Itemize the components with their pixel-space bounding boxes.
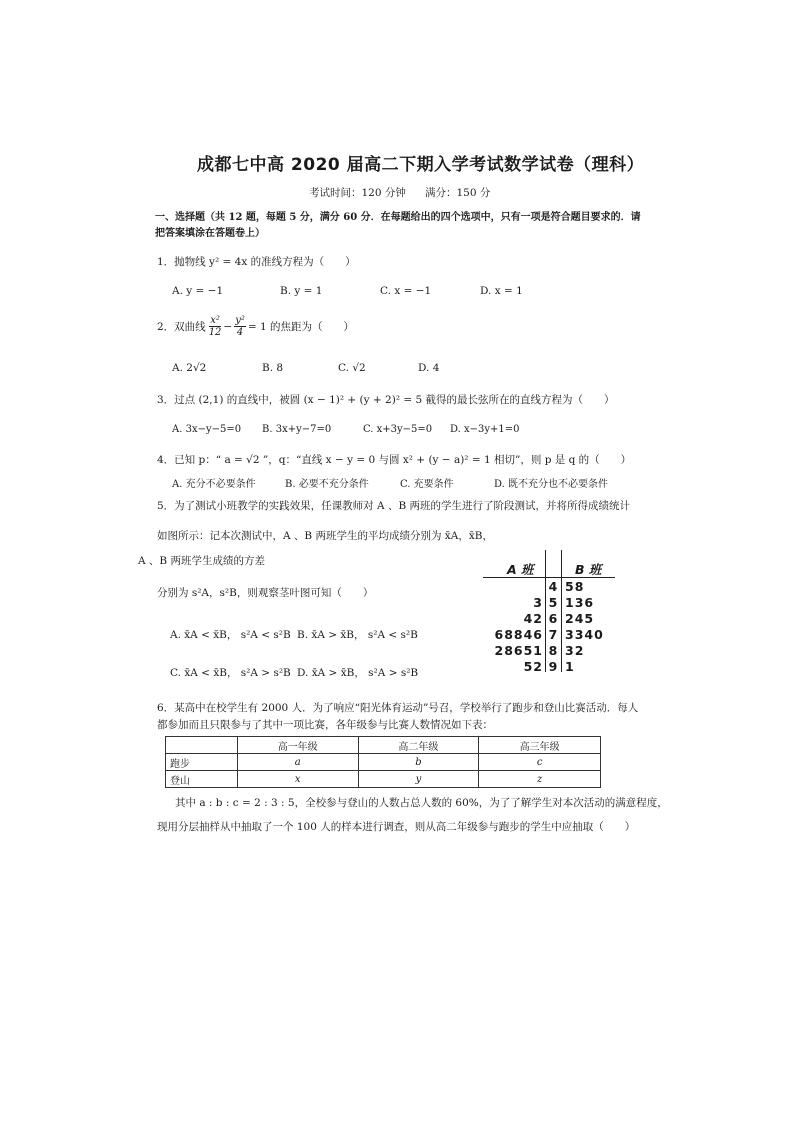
q4-option-a: A. 充分不必要条件 xyxy=(172,479,256,490)
q4-option-b: B. 必要不充分条件 xyxy=(285,479,369,490)
exam-time: 考试时间：120 分钟 xyxy=(309,187,406,199)
q3-option-d: D. x−3y+1=0 xyxy=(450,424,520,435)
stemleaf-stem: 7 xyxy=(548,627,558,642)
stemleaf-left-leaves: 68846 xyxy=(494,627,543,642)
q4-stem: 4．已知 p：“ a = √2 ”，q：“直线 x − y = 0 与圆 x² + (y − a)² = 1 相切”，则 p 是 q 的（ ） xyxy=(157,454,632,466)
q3-stem: 3．过点 (2,1) 的直线中，被圆 (x − 1)² + (y + 2)² = 5 截得的最长弦所在的直线方程为（ ） xyxy=(157,394,615,406)
q4-option-d: D. 既不充分也不必要条件 xyxy=(494,479,609,490)
q6-line4: 现用分层抽样从中抽取了一个 100 人的样本进行调查，则从高二年级参与跑步的学生中应抽取（ ） xyxy=(157,821,636,833)
section-heading-line2: 把答案填涂在答题卷上） xyxy=(155,228,265,239)
stem-leaf-plot xyxy=(483,560,623,675)
stemleaf-left-header: A 班 xyxy=(507,562,534,577)
q2-prefix: 2．双曲线 xyxy=(157,321,206,333)
stemleaf-right-header: B 班 xyxy=(575,562,602,577)
stemleaf-row xyxy=(483,659,623,675)
section-heading-line1: 一、选择题（共 12 题，每题 5 分，满分 60 分．在每题给出的四个选项中，只有一项是符合题目要求的．请 xyxy=(155,212,641,223)
q2-option-d: D. 4 xyxy=(418,362,440,374)
stemleaf-left-leaves: 3 xyxy=(533,595,543,610)
q2-stem: 2．双曲线 $\frac{\text{x²}}{12}$ − $\frac{\text{y²}}{4}$ = 1 的焦距为（ ） xyxy=(157,315,355,338)
stemleaf-row xyxy=(483,611,623,627)
table-cell: x xyxy=(237,771,358,788)
page-title: 成都七中高 2020 届高二下期入学考试数学试卷（理科） xyxy=(197,155,645,175)
q3-option-a: A. 3x−y−5=0 xyxy=(172,424,242,435)
q1-option-d: D. x = 1 xyxy=(480,285,523,297)
q5-option-b: B. x̄A > x̄B， s²A < s²B xyxy=(297,629,418,641)
table-cell: b xyxy=(358,754,479,771)
stemleaf-right-leaves: 3340 xyxy=(565,627,604,642)
q2-option-a: A. 2√2 xyxy=(172,362,207,374)
table-cell: a xyxy=(237,754,358,771)
stemleaf-row xyxy=(483,643,623,659)
q3-option-c: C. x+3y−5=0 xyxy=(363,424,433,435)
q1-stem: 1．抛物线 y² = 4x 的准线方程为（ ） xyxy=(157,256,356,268)
table-cell: c xyxy=(479,754,601,771)
stemleaf-row xyxy=(483,595,623,611)
q2-option-c: C. √2 xyxy=(338,362,366,374)
grade-table xyxy=(165,736,601,788)
stemleaf-stem: 6 xyxy=(548,611,558,626)
table-header-cell: 高一年级 xyxy=(237,737,358,754)
q2-frac2-num: y² xyxy=(235,315,245,326)
q5-line4: 分别为 s²A，s²B，则观察茎叶图可知（ ） xyxy=(157,587,374,599)
stemleaf-stem: 8 xyxy=(548,643,558,658)
q3-option-b: B. 3x+y−7=0 xyxy=(262,424,332,435)
q2-fraction-x xyxy=(209,315,222,338)
q5-option-c: C. x̄A < x̄B， s²A > s²B xyxy=(170,667,291,679)
table-header-cell xyxy=(166,737,238,754)
stemleaf-row xyxy=(483,627,623,643)
table-cell: y xyxy=(358,771,479,788)
table-header-row xyxy=(166,737,601,754)
stemleaf-stem: 4 xyxy=(548,579,558,594)
q6-line2: 都参加而且只限参与了其中一项比赛，各年级参与比赛人数情况如下表： xyxy=(157,719,493,731)
table-cell: 跑步 xyxy=(166,754,238,771)
q2-frac2-den: 4 xyxy=(236,327,244,338)
stemleaf-right-leaves: 1 xyxy=(565,659,575,674)
stemleaf-right-leaves: 32 xyxy=(565,643,585,658)
q2-option-b: B. 8 xyxy=(262,362,284,374)
stemleaf-top-rule xyxy=(483,577,615,578)
table-header-cell: 高二年级 xyxy=(358,737,479,754)
stemleaf-left-leaves: 52 xyxy=(523,659,543,674)
table-header-cell: 高三年级 xyxy=(479,737,601,754)
q2-suffix: = 1 的焦距为（ ） xyxy=(247,321,355,333)
q5-option-d: D. x̄A > x̄B， s²A > s²B xyxy=(297,667,419,679)
stemleaf-stem: 9 xyxy=(548,659,558,674)
stemleaf-stem: 5 xyxy=(548,595,558,610)
table-row xyxy=(166,754,601,771)
q6-line3: 其中 a : b : c = 2 : 3 : 5，全校参与登山的人数占总人数的 60%，为了了解学生对本次活动的满意程度， xyxy=(175,797,668,809)
stemleaf-left-leaves: 28651 xyxy=(494,643,543,658)
q5-option-a: A. x̄A < x̄B， s²A < s²B xyxy=(170,629,291,641)
q5-line3: A 、B 两班学生成绩的方差 xyxy=(138,555,265,567)
stemleaf-right-leaves: 58 xyxy=(565,579,585,594)
q2-frac1-num: x² xyxy=(210,315,220,326)
table-row xyxy=(166,771,601,788)
full-score: 满分：150 分 xyxy=(425,187,491,199)
q5-line1: 5．为了测试小班教学的实践效果，任课教师对 A 、B 两班的学生进行了阶段测试，并将所得成绩统计 xyxy=(157,500,630,512)
q1-option-b: B. y = 1 xyxy=(280,285,323,297)
q2-fraction-y xyxy=(234,315,246,338)
stemleaf-right-leaves: 245 xyxy=(565,611,595,626)
stemleaf-left-leaves: 42 xyxy=(523,611,543,626)
q5-line2: 如图所示：记本次测试中，A 、B 两班学生的平均成绩分别为 x̄A，x̄B， xyxy=(157,530,493,542)
q4-option-c: C. 充要条件 xyxy=(400,479,454,490)
stemleaf-row xyxy=(483,579,623,595)
table-cell: 登山 xyxy=(166,771,238,788)
q1-option-a: A. y = −1 xyxy=(172,285,224,297)
q2-frac1-den: 12 xyxy=(208,327,222,338)
q1-option-c: C. x = −1 xyxy=(380,285,432,297)
table-cell: z xyxy=(479,771,601,788)
q6-line1: 6．某高中在校学生有 2000 人．为了响应“阳光体育运动”号召，学校举行了跑步和登山比赛活动．每人 xyxy=(157,702,639,714)
stemleaf-right-leaves: 136 xyxy=(565,595,595,610)
